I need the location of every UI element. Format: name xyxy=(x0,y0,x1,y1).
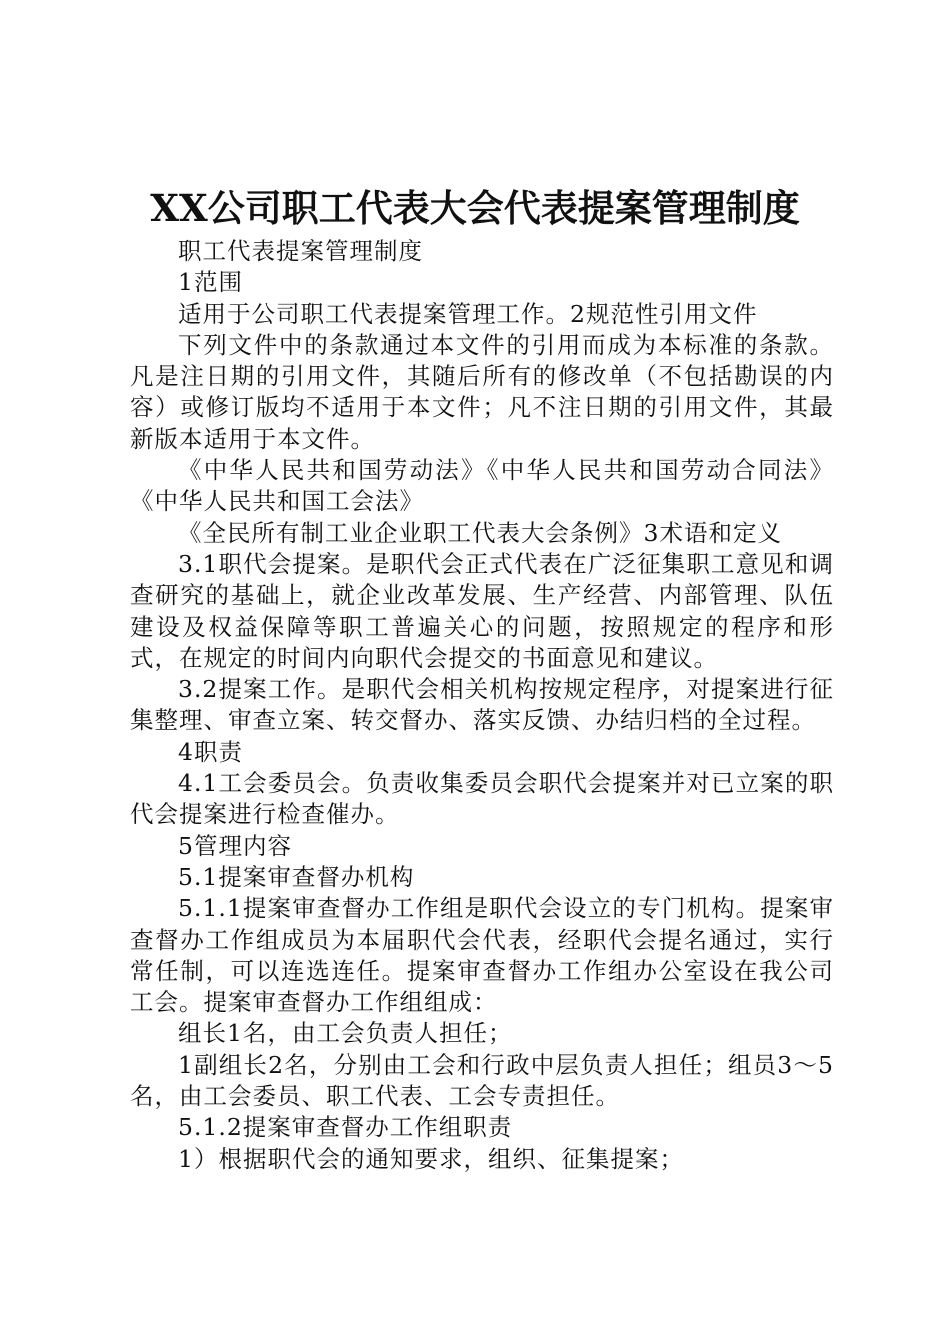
paragraph-duty-4-1: 4.1工会委员会。负责收集委员会职代会提案并对已立案的职代会提案进行检查催办。 xyxy=(130,769,834,829)
paragraph-definition-3-1: 3.1职代会提案。是职代会正式代表在广泛征集职工意见和调查研究的基础上，就企业改革发展、生产经营、内部管理、队伍建设及权益保障等职工普遍关心的问题，按照规定的程序和形式，在规定的时间内向职代会提交的书面意见和建议。 xyxy=(130,549,834,672)
paragraph-deputy-leaders: 1副组长2名，分别由工会和行政中层负责人担任；组员3～5名，由工会委员、职工代表、工会专责担任。 xyxy=(130,1050,834,1111)
document-body xyxy=(130,236,834,1175)
paragraph-section-5-1-heading: 5.1提案审查督办机构 xyxy=(178,862,415,891)
paragraph-regulations-terms: 《全民所有制工业企业职工代表大会条例》3术语和定义 xyxy=(178,518,782,547)
paragraph-duty-item-1: 1）根据职代会的通知要求，组织、征集提案； xyxy=(178,1144,684,1173)
paragraph-laws-list: 《中华人民共和国劳动法》《中华人民共和国劳动合同法》《中华人民共和国工会法》 xyxy=(130,456,834,516)
paragraph-5-1-1: 5.1.1提案审查督办工作组是职代会设立的专门机构。提案审查督办工作组成员为本届职代会代表，经职代会提名通过，实行常任制，可以连选连任。提案审查督办工作组办公室设在我公司工会。提案审查督办工作组组成： xyxy=(130,894,834,1017)
paragraph-scope: 适用于公司职工代表提案管理工作。2规范性引用文件 xyxy=(178,299,758,328)
paragraph-section-5-1-2-heading: 5.1.2提案审查督办工作组职责 xyxy=(178,1113,513,1142)
paragraph-section-5-heading: 5管理内容 xyxy=(178,831,292,860)
paragraph-section-4-heading: 4职责 xyxy=(178,737,243,766)
document-title: XX公司职工代表大会代表提案管理制度 xyxy=(150,186,800,230)
paragraph-group-leader: 组长1名，由工会负责人担任； xyxy=(178,1019,513,1048)
paragraph-definition-3-2: 3.2提案工作。是职代会相关机构按规定程序，对提案进行征集整理、审查立案、转交督办、落实反馈、办结归档的全过程。 xyxy=(130,675,834,735)
paragraph-section-1-heading: 1范围 xyxy=(178,268,243,297)
paragraph-normative-references: 下列文件中的条款通过本文件的引用而成为本标准的条款。凡是注日期的引用文件，其随后所有的修改单（不包括勘误的内容）或修订版均不适用于本文件；凡不注日期的引用文件，其最新版本适用于本文件。 xyxy=(130,330,834,453)
paragraph-subtitle: 职工代表提案管理制度 xyxy=(178,237,423,265)
